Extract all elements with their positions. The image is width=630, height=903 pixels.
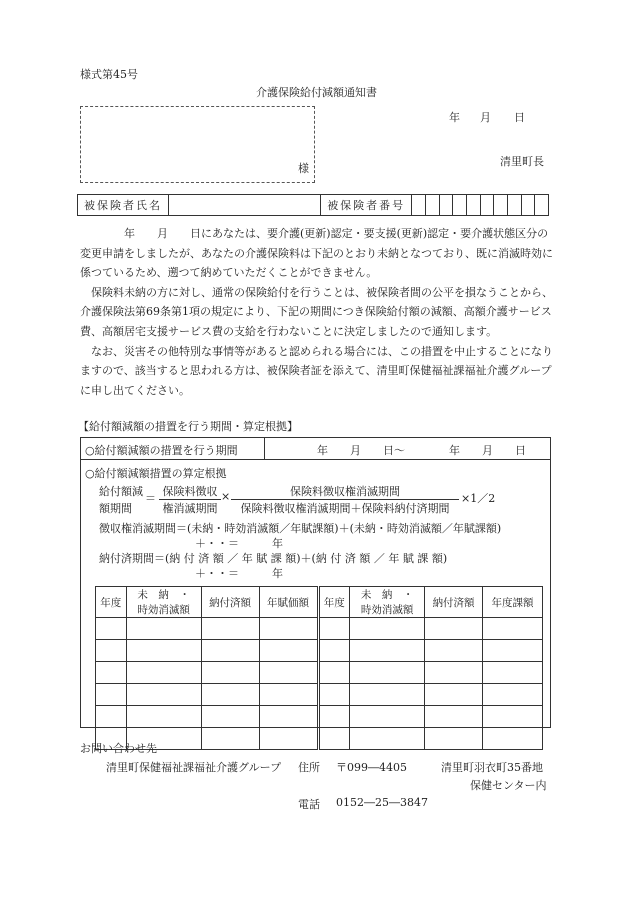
insured-number-digit[interactable]: [494, 195, 508, 216]
table-cell[interactable]: [318, 728, 350, 750]
insured-name-field[interactable]: [169, 195, 321, 216]
date-year: 年: [449, 111, 460, 124]
fraction-2-numerator: 保険料徴収権消滅期間: [231, 483, 459, 500]
insured-number-digit[interactable]: [453, 195, 467, 216]
table-cell[interactable]: [425, 662, 483, 684]
contact-phone-label: 電話: [298, 798, 320, 811]
table-cell[interactable]: [201, 684, 259, 706]
table-cell[interactable]: [483, 640, 543, 662]
table-cell[interactable]: [483, 684, 543, 706]
notice-body: [80, 224, 555, 400]
table-cell[interactable]: [425, 640, 483, 662]
table-cell[interactable]: [259, 618, 318, 640]
table-cell[interactable]: [126, 640, 201, 662]
table-cell[interactable]: [318, 640, 350, 662]
table-cell[interactable]: [201, 640, 259, 662]
table-cell[interactable]: [96, 684, 127, 706]
table-cell[interactable]: [126, 618, 201, 640]
table-row: [96, 618, 543, 640]
period-row: [81, 438, 550, 460]
addressee-box[interactable]: [80, 106, 315, 183]
contact-heading: お問い合わせ先: [80, 742, 157, 755]
table-cell[interactable]: [259, 684, 318, 706]
contact-department: 清里町保健福祉課福祉介護グループ: [106, 761, 282, 774]
table-row: [96, 684, 543, 706]
date-month: 月: [480, 111, 491, 124]
paid-period-total: ＋・・＝ 年: [195, 567, 283, 580]
table-cell[interactable]: [350, 684, 425, 706]
body-paragraph-1: 年 月 日にあなたは、要介護(更新)認定・要支援(更新)認定・要介護状態区分の変更申請をしましたが、あなたの介護保険料は下記のとおり未納となつており、既に消滅時効に係つているため、遡つて納めていただくことができません。: [80, 227, 553, 280]
insured-number-digit[interactable]: [507, 195, 521, 216]
contact-postal-code: 〒099―4405: [336, 761, 407, 774]
formula-lhs-line2: 額期間: [99, 502, 132, 515]
table-cell[interactable]: [126, 662, 201, 684]
insured-name-label: 被保険者氏名: [78, 195, 169, 216]
table-cell[interactable]: [425, 706, 483, 728]
table-cell[interactable]: [483, 662, 543, 684]
period-range: 年 月 日〜 年 月 日: [317, 444, 526, 457]
contact-phone: 0152―25―3847: [336, 796, 428, 809]
body-paragraph-3: なお、災害その他特別な事情等があると認められる場合には、この措置を中止することになりますので、該当すると思われる方は、被保険者証を添えて、清里町保健福祉課福祉介護グループに申し出てください。: [80, 344, 553, 397]
table-cell[interactable]: [483, 728, 543, 750]
table-cell[interactable]: [259, 640, 318, 662]
table-cell[interactable]: [350, 706, 425, 728]
addressee-suffix: 様: [298, 162, 309, 175]
insured-number-digit[interactable]: [521, 195, 535, 216]
table-cell[interactable]: [350, 728, 425, 750]
period-label: ○給付額減額の措置を行う期間: [85, 444, 238, 457]
fraction-1: [159, 483, 221, 516]
fraction-1-denominator: 権消滅期間: [162, 502, 218, 515]
table-cell[interactable]: [350, 618, 425, 640]
section-heading: 【給付額減額の措置を行う期間・算定根拠】: [78, 420, 298, 433]
table-cell[interactable]: [201, 618, 259, 640]
table-cell[interactable]: [425, 684, 483, 706]
table-cell[interactable]: [259, 706, 318, 728]
header-annual: 年度課額: [483, 587, 543, 618]
fraction-2-denominator: 保険料徴収権消滅期間＋保険料納付済期間: [240, 502, 450, 515]
header-annual: 年賦価額: [259, 587, 318, 618]
table-cell[interactable]: [483, 618, 543, 640]
table-cell[interactable]: [318, 684, 350, 706]
insured-number-digit[interactable]: [412, 195, 426, 216]
table-row: [96, 640, 543, 662]
table-cell[interactable]: [483, 706, 543, 728]
table-cell[interactable]: [259, 728, 318, 750]
insured-info-table: [77, 194, 549, 216]
table-cell[interactable]: [126, 706, 201, 728]
insured-number-digit[interactable]: [466, 195, 480, 216]
table-cell[interactable]: [96, 706, 127, 728]
date-day: 日: [514, 111, 525, 124]
header-year: 年度: [96, 587, 127, 618]
calculation-table: [95, 586, 543, 750]
body-paragraph-2: 保険料未納の方に対し、通常の保険給付を行うことは、被保険者間の公平を損なうことから、介護保険法第69条第1項の規定により、下記の期間につき保険給付額の減額、高額介護サービス費、高額居宅支援サービス費の支給を行わないことに決定しましたので通知します。: [80, 285, 553, 338]
period-divider: [264, 438, 265, 459]
table-cell[interactable]: [318, 706, 350, 728]
table-cell[interactable]: [350, 640, 425, 662]
table-cell[interactable]: [201, 728, 259, 750]
contact-address: 清里町羽衣町35番地: [441, 761, 543, 774]
calc-heading: ○給付額減額措置の算定根拠: [85, 467, 227, 480]
fraction-2: [231, 483, 459, 516]
form-number: 様式第45号: [80, 68, 138, 81]
table-cell[interactable]: [201, 706, 259, 728]
header-unpaid: 未 納 ・ 時効消滅額: [126, 587, 201, 618]
header-paid: 納付済額: [425, 587, 483, 618]
formula-times: ×: [221, 490, 231, 503]
header-paid: 納付済額: [201, 587, 259, 618]
table-cell[interactable]: [425, 728, 483, 750]
table-row: [96, 706, 543, 728]
table-cell[interactable]: [318, 618, 350, 640]
table-row: [96, 662, 543, 684]
insured-number-digit[interactable]: [535, 195, 549, 216]
formula-lhs-line1: 給付額減: [99, 485, 143, 498]
calculation-box: [80, 437, 551, 728]
header-year: 年度: [318, 587, 350, 618]
formula-equals: ＝: [145, 492, 156, 505]
fraction-1-numerator: 保険料徴収: [159, 483, 221, 500]
table-cell[interactable]: [350, 662, 425, 684]
table-cell[interactable]: [201, 662, 259, 684]
contact-address-label: 住所: [298, 761, 320, 774]
table-cell[interactable]: [318, 662, 350, 684]
contact-building: 保健センター内: [470, 779, 547, 792]
insured-number-digit[interactable]: [439, 195, 453, 216]
insured-number-label: 被保険者番号: [321, 195, 412, 216]
table-cell[interactable]: [96, 640, 127, 662]
paid-period-line: 納付済期間＝(納 付 済 額 ／ 年 賦 課 額)＋(納 付 済 額 ／ 年 賦 課 額): [99, 552, 448, 565]
collection-period-line: 徴収権消滅期間＝(未納・時効消滅額／年賦課額)＋(未納・時効消滅額／年賦課額): [99, 522, 502, 535]
table-cell[interactable]: [425, 618, 483, 640]
document-title: 介護保険給付減額通知書: [256, 86, 377, 99]
table-row: [96, 728, 543, 750]
table-cell[interactable]: [96, 618, 127, 640]
table-cell[interactable]: [96, 662, 127, 684]
formula-tail: ×1／2: [461, 492, 496, 505]
table-header-row: [96, 587, 543, 618]
table-cell[interactable]: [126, 684, 201, 706]
header-unpaid: 未 納 ・ 時効消滅額: [350, 587, 425, 618]
table-cell[interactable]: [259, 662, 318, 684]
insured-number-digit[interactable]: [425, 195, 439, 216]
collection-period-total: ＋・・＝ 年: [195, 537, 283, 550]
issuer: 清里町長: [500, 155, 544, 168]
insured-number-digit[interactable]: [480, 195, 494, 216]
